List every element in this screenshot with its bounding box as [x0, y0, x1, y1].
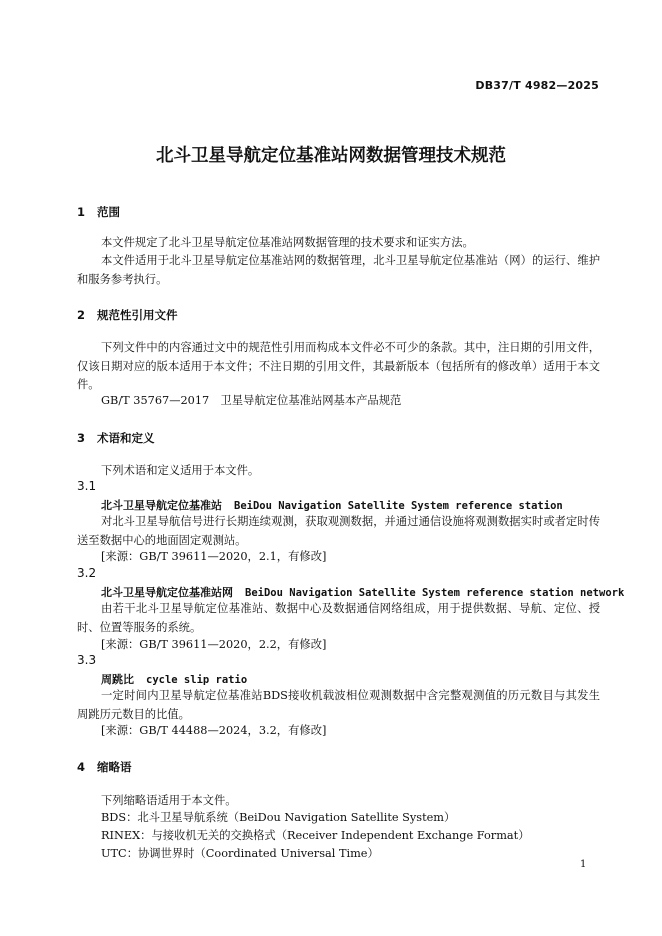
- page-number: 1: [580, 859, 587, 870]
- term-entry: [101, 584, 624, 600]
- term-number: 3.3: [77, 653, 97, 667]
- term-definition: 对北斗卫星导航信号进行长期连续观测，获取观测数据，并通过通信设施将观测数据实时或者定时传送至数据中心的地面固定观测站。: [77, 515, 600, 547]
- term-entry: [101, 671, 247, 687]
- abbrev-item: UTC：协调世界时（Coordinated Universal Time）: [101, 847, 379, 860]
- section-heading-terms: [77, 430, 155, 446]
- term-source: [来源：GB/T 39611—2020，2.2，有修改]: [101, 638, 327, 651]
- paragraph: 本文件适用于北斗卫星导航定位基准站网的数据管理，北斗卫星导航定位基准站（网）的运行、维护和服务参考执行。: [77, 254, 600, 286]
- term-number: 3.2: [77, 566, 97, 580]
- term-definition: 由若干北斗卫星导航定位基准站、数据中心及数据通信网络组成，用于提供数据、导航、定位、授时、位置等服务的系统。: [77, 602, 600, 634]
- term-zh: 周跳比: [101, 673, 134, 686]
- term-en: cycle slip ratio: [146, 674, 248, 686]
- paragraph: 下列文件中的内容通过文中的规范性引用而构成本文件必不可少的条款。其中，注日期的引用文件，仅该日期对应的版本适用于本文件；不注日期的引用文件，其最新版本（包括所有的修改单）适用于本文件。: [77, 341, 600, 391]
- term-number: 3.1: [77, 479, 97, 493]
- abbrev-item: RINEX：与接收机无关的交换格式（Receiver Independent Exchange Format）: [101, 829, 530, 842]
- section-title: 术语和定义: [97, 431, 155, 445]
- term-en: BeiDou Navigation Satellite System reference station network: [245, 587, 625, 599]
- term-zh: 北斗卫星导航定位基准站网: [101, 586, 233, 599]
- section-title: 缩略语: [97, 760, 132, 774]
- term-definition: 一定时间内卫星导航定位基准站BDS接收机载波相位观测数据中含完整观测值的历元数目与其发生周跳历元数目的比值。: [77, 689, 600, 721]
- section-title: 范围: [97, 205, 120, 219]
- section-heading-scope: [77, 204, 120, 220]
- abbrev-intro: 下列缩略语适用于本文件。: [101, 794, 237, 807]
- document-number: DB37/T 4982—2025: [475, 79, 599, 92]
- term-entry: [101, 497, 563, 513]
- section-number: 2: [77, 308, 86, 322]
- paragraph: 本文件规定了北斗卫星导航定位基准站网数据管理的技术要求和证实方法。: [101, 236, 474, 249]
- term-source: [来源：GB/T 39611—2020，2.1，有修改]: [101, 550, 327, 563]
- document-title: 北斗卫星导航定位基准站网数据管理技术规范: [156, 146, 506, 166]
- section-number: 3: [77, 431, 86, 445]
- section-heading-abbreviations: [77, 759, 132, 775]
- term-zh: 北斗卫星导航定位基准站: [101, 499, 222, 512]
- section-number: 4: [77, 760, 86, 774]
- term-en: BeiDou Navigation Satellite System reference station: [234, 500, 563, 512]
- section-title: 规范性引用文件: [97, 308, 178, 322]
- section-number: 1: [77, 205, 86, 219]
- section-heading-normative-references: [77, 307, 178, 323]
- term-source: [来源：GB/T 44488—2024，3.2，有修改]: [101, 724, 327, 737]
- terms-intro: 下列术语和定义适用于本文件。: [101, 464, 260, 477]
- abbrev-item: BDS：北斗卫星导航系统（BeiDou Navigation Satellite System）: [101, 811, 456, 824]
- reference-item: GB/T 35767—2017 卫星导航定位基准站网基本产品规范: [101, 394, 402, 407]
